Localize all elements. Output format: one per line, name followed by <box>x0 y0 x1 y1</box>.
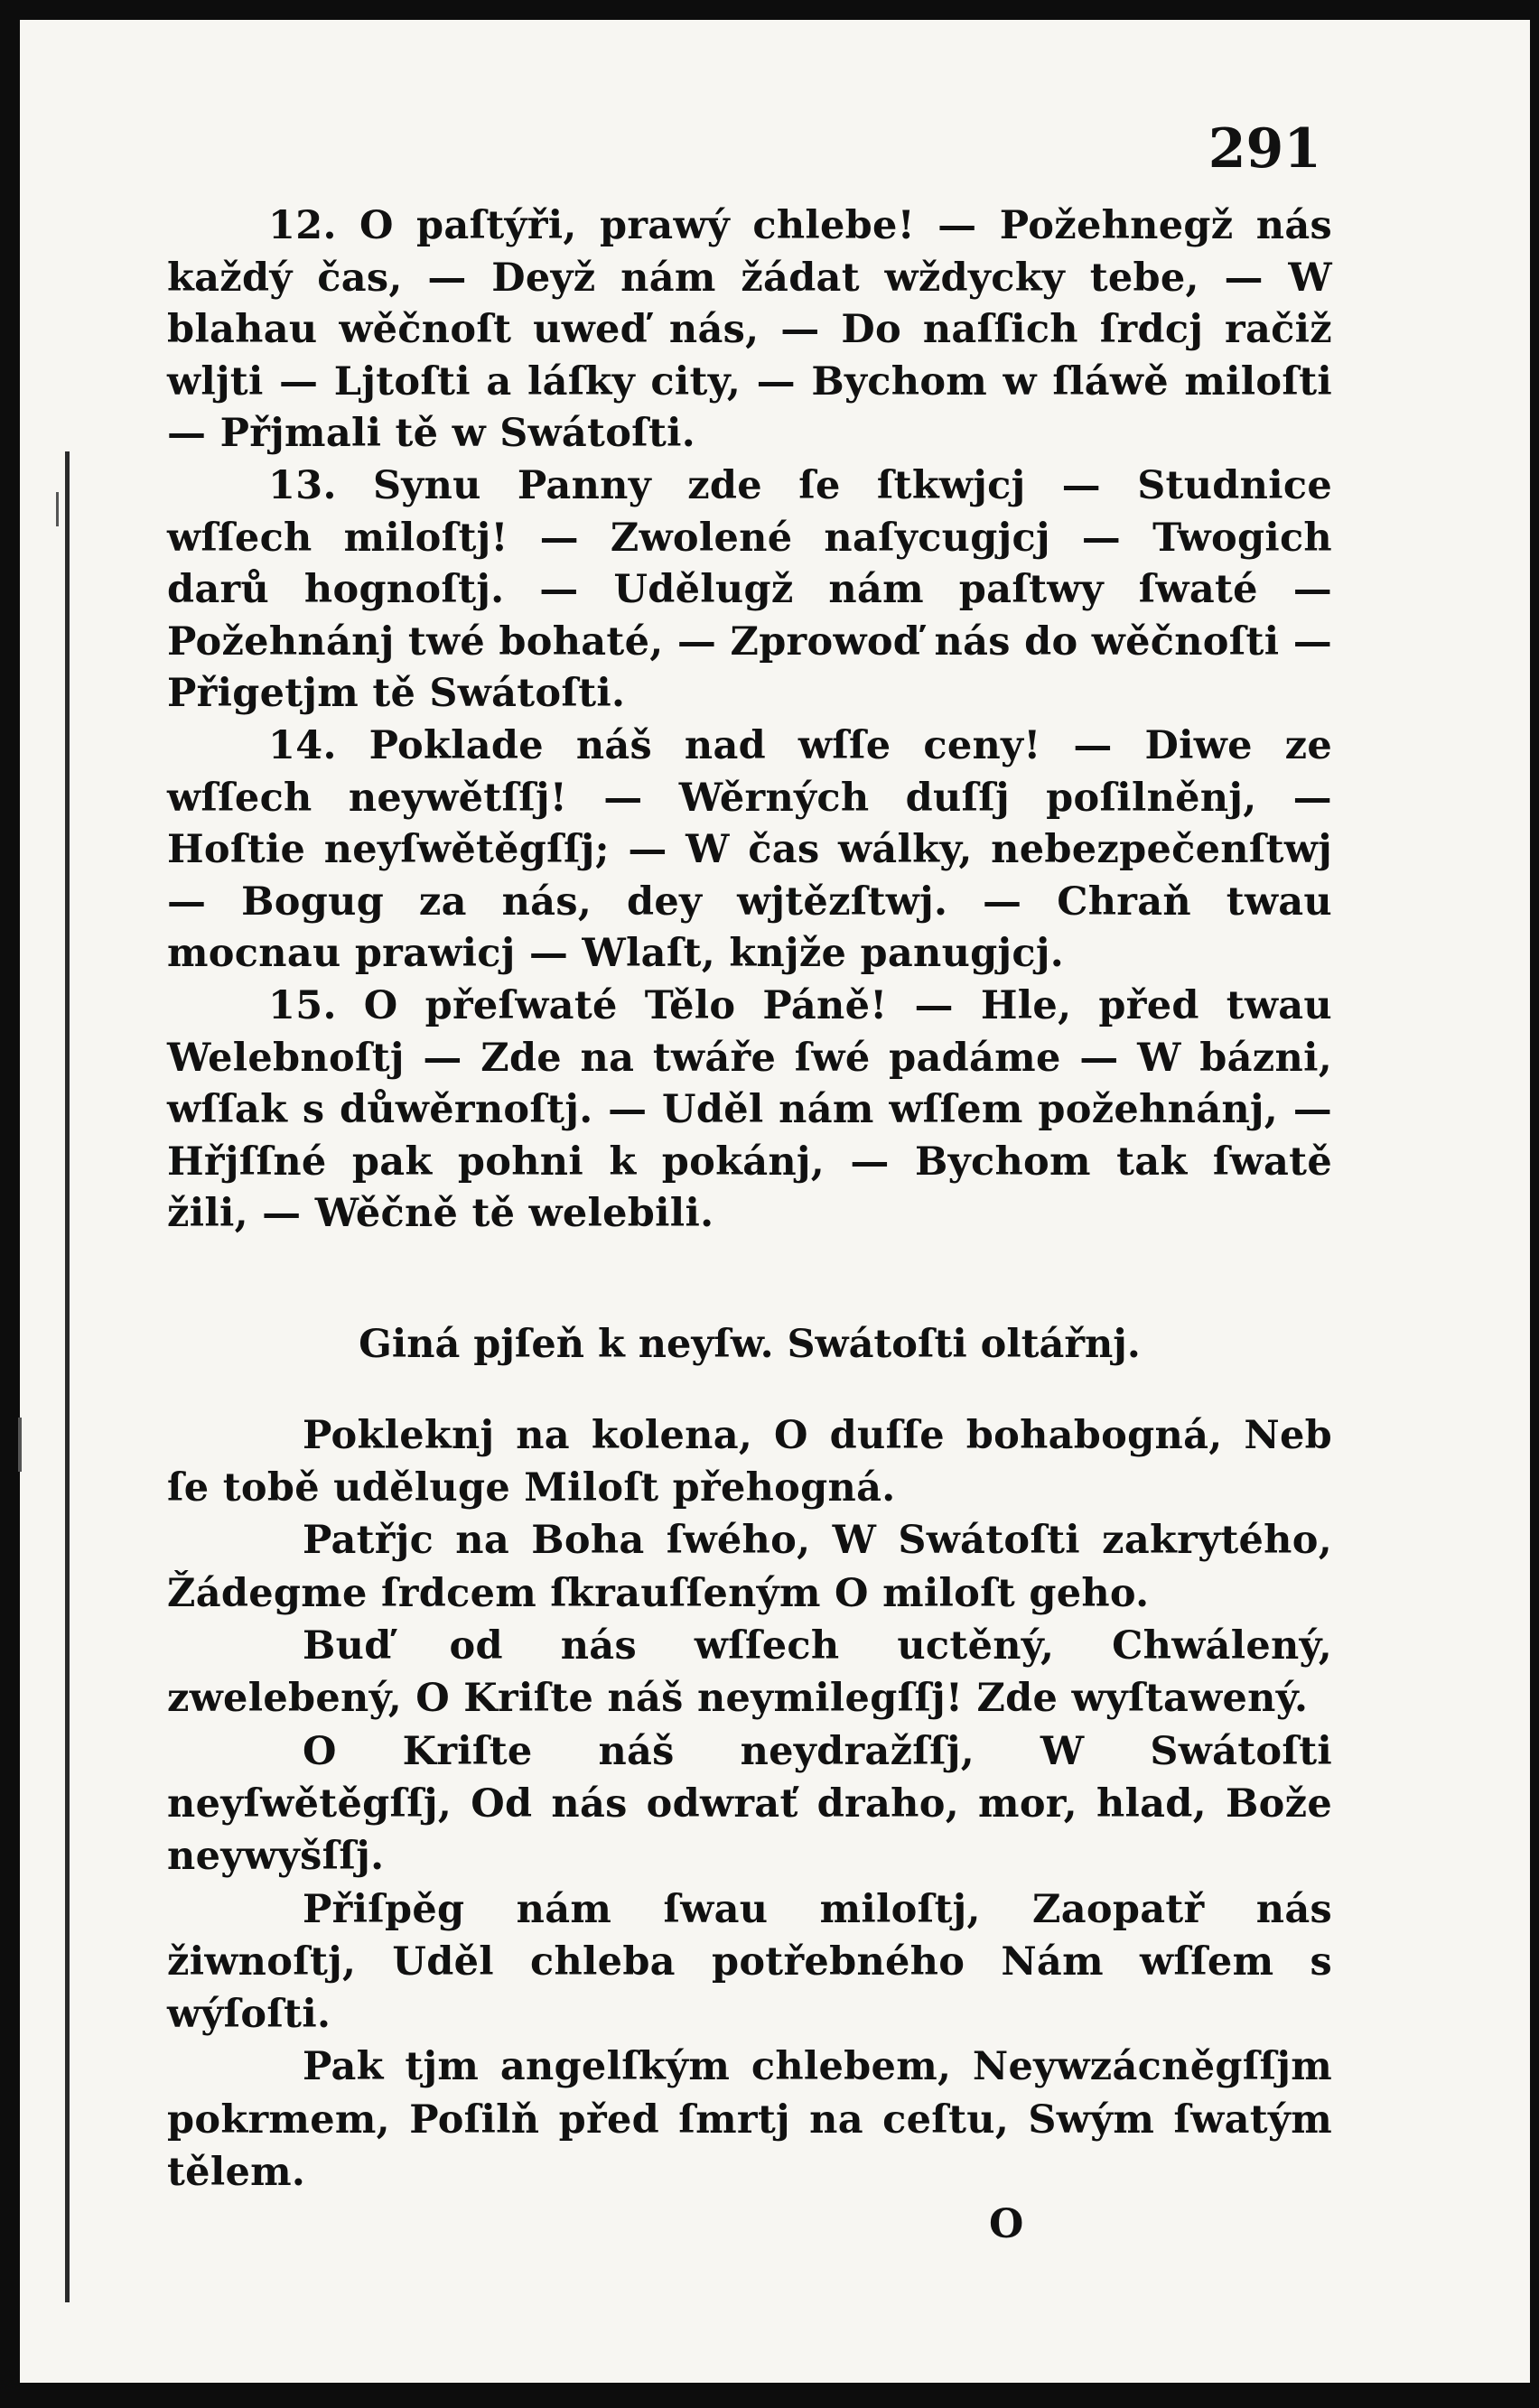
margin-mark <box>56 492 59 526</box>
verse: Pak tjm angelſkým chlebem, Neywzácněgſſjm pokrmem, Poſilň před ſmrtj na ceſtu, Swým ſwatým tělem. <box>167 2044 1332 2196</box>
scan-border-left <box>0 0 20 2408</box>
verse: Přiſpěg nám ſwau miloſtj, Zaopatř nás žiwnoſtj, Uděl chleba potřebného Nám wſſem s wýſoſti. <box>167 1886 1332 2038</box>
hymn-stanza-15: 15. O přeſwaté Tělo Páně! — Hle, před twau Welebnoſtj — Zde na twáře ſwé padáme — W bázni, wſſak s důwěrnoſtj. — Uděl nám wſſem požehnánj, — Hřjſſné pak pohni k pokánj, — Bychom tak ſwatě žili, — Wěčně tě welebili. <box>167 982 1332 1237</box>
binding-edge-line <box>65 451 70 2302</box>
margin-mark <box>18 1418 22 1472</box>
hymn-stanza-12: 12. O paſtýři, prawý chlebe! — Požehnegž nás každý čas, — Deyž nám žádat wždycky tebe, — W blahau wěčnoſt uweď nás, — Do naſſich ſrdcj račiž wljti — Ljtoſti a láſky city, — Bychom w ſláwě miloſti — Přjmali tě w Swátoſti. <box>167 203 1332 457</box>
verse: Pokleknj na kolena, O duſſe bohabogná, Neb ſe tobě uděluge Miloſt přehogná. <box>167 1412 1332 1511</box>
scan-border-right <box>1530 0 1539 2408</box>
hymn-stanza-14: 14. Poklade náš nad wſſe ceny! — Diwe ze wſſech neywětſſj! — Wěrných duſſj poſilněnj, — Hoſtie neyſwětěgſſj; — W čas wálky, nebezpečenſtwj — Bogug za nás, dey wjtězſtwj. — Chraň twau mocnau prawicj — Wlaſt, knjže panugjcj. <box>167 722 1332 977</box>
hymn-stanza-13: 13. Synu Panny zde ſe ſtkwjcj — Studnice wſſech miloſtj! — Zwolené naſycugjcj — Twogich darů hognoſtj. — Udělugž nám paſtwy ſwaté — Požehnánj twé bohaté, — Zprowoď nás do wěčnoſti — Přigetjm tě Swátoſti. <box>167 462 1332 717</box>
verse: O Kriſte náš neydražſſj, W Swátoſti neyſwětěgſſj, Od nás odwrať draho, mor, hlad, Bože neywyšſſj. <box>167 1728 1332 1880</box>
catchword: O <box>989 2201 1024 2248</box>
section-heading: Giná pjſeň k neyſw. Swátoſti oltářnj. <box>359 1321 1141 1367</box>
scan-border-bottom <box>0 2383 1539 2408</box>
page-number: 291 <box>1208 117 1321 181</box>
verse: Patřjc na Boha ſwého, W Swátoſti zakrytého, Žádegme ſrdcem ſkrauſſeným O miloſt geho. <box>167 1518 1332 1616</box>
verse: Buď od nás wſſech uctěný, Chwálený, zwelebený, O Kriſte náš neymilegſſj! Zde wyſtawený. <box>167 1623 1332 1722</box>
scan-border-top <box>0 0 1539 20</box>
book-page <box>167 117 1332 2251</box>
section-spacer <box>167 1241 1332 1318</box>
